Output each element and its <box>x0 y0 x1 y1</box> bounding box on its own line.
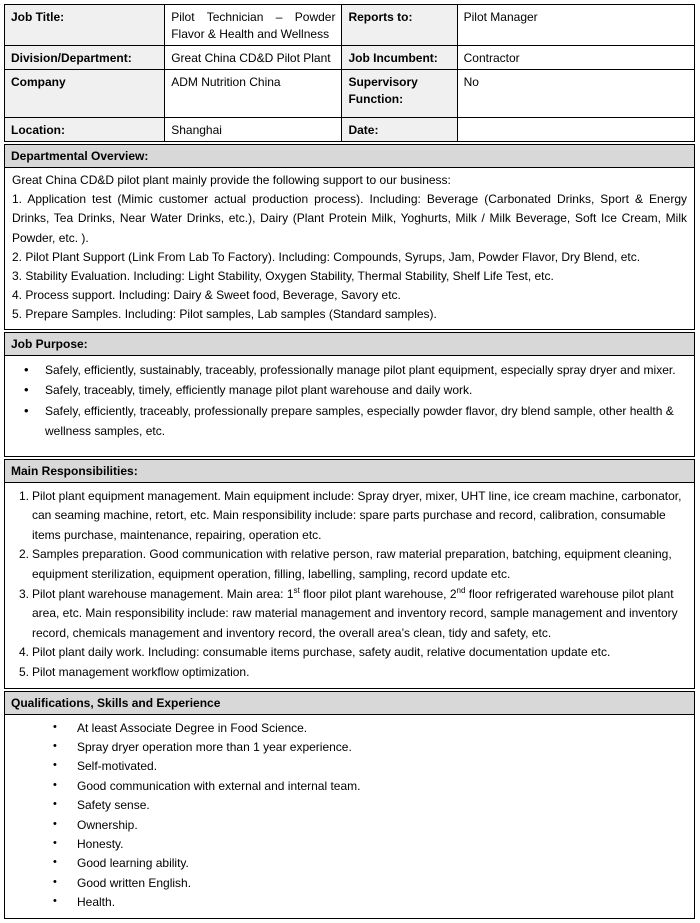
departmental-overview-header: Departmental Overview: <box>5 145 694 168</box>
section-job-purpose <box>4 332 695 457</box>
supervisory-function-value: No <box>457 70 694 118</box>
job-incumbent-value: Contractor <box>457 46 694 70</box>
item-number: 2. <box>19 547 30 562</box>
section-main-responsibilities <box>4 459 695 689</box>
table-row <box>5 70 695 118</box>
qualification-item: • Safety sense. <box>5 796 690 815</box>
table-row <box>5 46 695 70</box>
supervisory-function-label: Supervisory Function: <box>342 70 457 118</box>
section-qualifications <box>4 691 695 919</box>
job-purpose-header: Job Purpose: <box>5 333 694 356</box>
item-text: Pilot plant daily work. Including: consumable items purchase, safety audit, relative documentation update etc. <box>32 645 611 660</box>
division-department-label: Division/Department: <box>5 46 165 70</box>
division-department-value: Great China CD&D Pilot Plant <box>165 46 342 70</box>
qualification-item: • Good learning ability. <box>5 854 690 873</box>
date-label: Date: <box>342 118 457 142</box>
job-purpose-list <box>5 356 694 456</box>
location-value: Shanghai <box>165 118 342 142</box>
item-text: Pilot plant warehouse management. Main area: 1st floor pilot plant warehouse, 2nd floor refrigerated warehouse pilot plant area, etc. Main responsibility include: raw material management and inventory record, sample management and inventory record, chemicals management and inventory record, the overall area’s clean, tidy and safety, etc. <box>32 585 678 640</box>
table-row <box>5 5 695 46</box>
overview-item-1: 1. Application test (Mimic customer actual production process). Including: Beverage (Carbonated Drinks, Sport & Energy Drinks, Tea Drinks, Near Water Drinks, etc.), Dairy (Plant Protein Milk, Yoghurts, Milk / Milk Beverage, Soft Ice Cream, Milk Powder, etc. ). <box>12 192 687 245</box>
item-text: Samples preparation. Good communication with relative person, raw material preparation, batching, equipment cleaning, equipment sterilization, equipment operation, filling, labelling, sampling, record update etc. <box>32 547 672 581</box>
job-meta-table <box>4 4 695 142</box>
ordinal-superscript: st <box>293 585 300 595</box>
job-purpose-item: • Safely, efficiently, traceably, professionally prepare samples, especially powder flavor, dry blend sample, other health & wellness samples, etc. <box>5 401 690 442</box>
responsibility-item <box>5 487 690 546</box>
main-responsibilities-header: Main Responsibilities: <box>5 460 694 483</box>
job-title-value: Pilot Technician – Powder Flavor & Health and Wellness <box>165 5 342 46</box>
ordinal-superscript: nd <box>456 585 466 595</box>
overview-item-2: 2. Pilot Plant Support (Link From Lab To Factory). Including: Compounds, Syrups, Jam, Powder Flavor, Dry Blend, etc. <box>12 249 641 264</box>
item-text: Pilot management workflow optimization. <box>32 664 250 679</box>
item-text: Pilot plant equipment management. Main equipment include: Spray dryer, mixer, UHT line, ice cream machine, carbonator, can seaming machine, retort, etc. Main responsibility include: spare parts purchase and record, calibration, consumable items purchase, maintenance, repairing, operation etc. <box>32 488 682 542</box>
section-departmental-overview <box>4 144 695 330</box>
responsibility-item <box>5 663 690 683</box>
overview-intro: Great China CD&D pilot plant mainly provide the following support to our business: <box>12 173 451 187</box>
item-number: 1. <box>19 488 30 503</box>
job-purpose-item: • Safely, traceably, timely, efficiently manage pilot plant warehouse and daily work. <box>5 380 690 401</box>
qualification-item: • Good communication with external and internal team. <box>5 777 690 796</box>
qualification-item: • Honesty. <box>5 835 690 854</box>
item-number: 5. <box>19 664 30 679</box>
overview-item-3: 3. Stability Evaluation. Including: Light Stability, Oxygen Stability, Thermal Stability, Shelf Life Test, etc. <box>12 269 554 284</box>
qualification-item: • At least Associate Degree in Food Science. <box>5 719 690 738</box>
responsibility-item <box>5 585 690 644</box>
date-value <box>457 118 694 142</box>
item-number: 3. <box>19 586 30 601</box>
main-responsibilities-list <box>5 483 694 688</box>
item-number: 4. <box>19 645 30 660</box>
qualification-item: • Ownership. <box>5 816 690 835</box>
qualification-item: • Spray dryer operation more than 1 year experience. <box>5 738 690 757</box>
job-incumbent-label: Job Incumbent: <box>342 46 457 70</box>
overview-item-5: 5. Prepare Samples. Including: Pilot samples, Lab samples (Standard samples). <box>12 307 437 322</box>
qualification-item: • Self-motivated. <box>5 757 690 776</box>
responsibility-item <box>5 643 690 663</box>
reports-to-value: Pilot Manager <box>457 5 694 46</box>
job-title-label: Job Title: <box>5 5 165 46</box>
overview-item-4: 4. Process support. Including: Dairy & Sweet food, Beverage, Savory etc. <box>12 288 401 303</box>
reports-to-label: Reports to: <box>342 5 457 46</box>
company-value: ADM Nutrition China <box>165 70 342 118</box>
qualification-item: • Good written English. <box>5 874 690 893</box>
qualifications-list <box>5 715 694 918</box>
qualifications-header: Qualifications, Skills and Experience <box>5 692 694 715</box>
responsibility-item <box>5 545 690 584</box>
table-row <box>5 118 695 142</box>
qualification-item: • Health. <box>5 893 690 912</box>
location-label: Location: <box>5 118 165 142</box>
job-purpose-item: • Safely, efficiently, sustainably, traceably, professionally manage pilot plant equipment, especially spray dryer and mixer. <box>5 360 690 381</box>
company-label: Company <box>5 70 165 118</box>
departmental-overview-body <box>5 168 694 329</box>
